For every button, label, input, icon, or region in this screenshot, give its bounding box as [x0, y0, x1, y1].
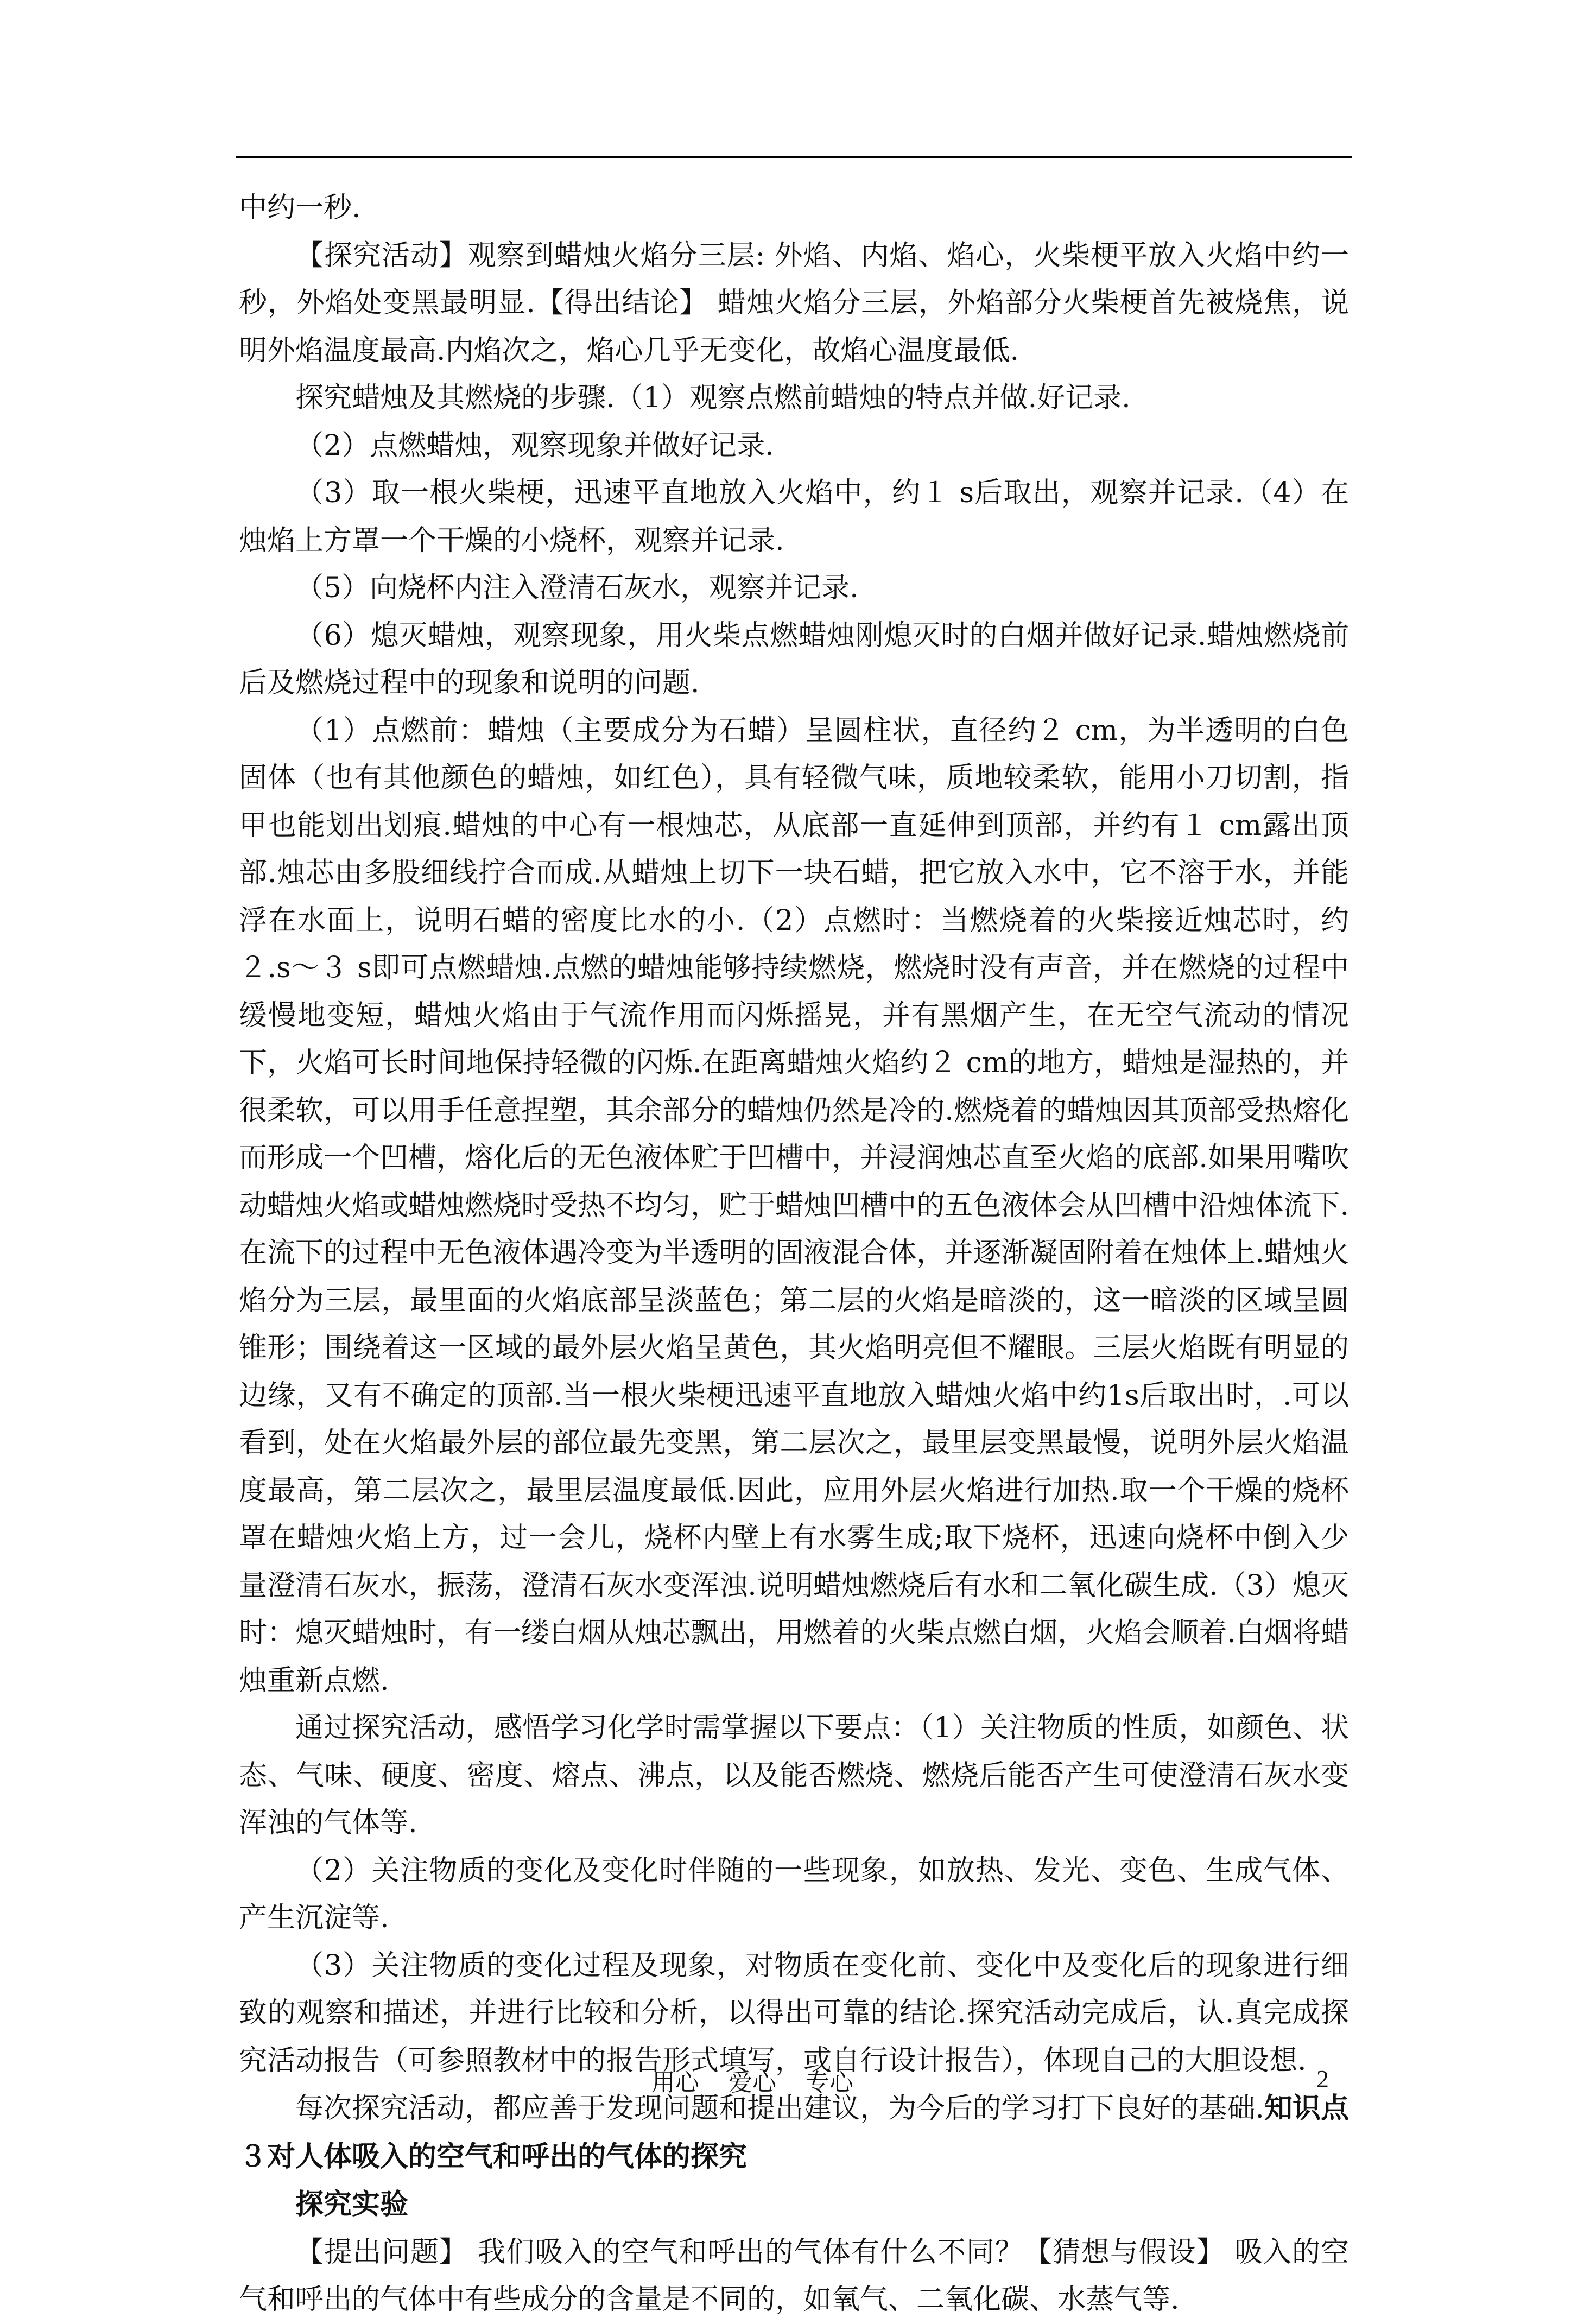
paragraph-inquiry-activity: 【探究活动】观察到蜡烛火焰分三层: 外焰、内焰、焰心，火柴梗平放入火焰中约一秒，外焰处变黑最明显.【得出结论】 蜡烛火焰分三层，外焰部分火柴梗首先被烧焦，说明外焰温度最高.内焰次之，焰心几乎无变化，故焰心温度最低. [239, 239, 1349, 367]
footer-motto: 用心 爱心 专心 [651, 2069, 853, 2097]
paragraph-continuation: 中约一秒. [239, 192, 361, 224]
paragraph-question: 【提出问题】 我们吸入的空气和呼出的气体有什么不同？【猜想与假设】 吸入的空气和呼出的气体中有些成分的含量是不同的，如氧气、二氧化碳、水蒸气等. [239, 2236, 1349, 2316]
knowledge-point-heading: 知识点３对人体吸入的空气和呼出的气体的探究 [239, 2092, 1349, 2173]
paragraph-key-point-3: （3）关注物质的变化过程及现象，对物质在变化前、变化中及变化后的现象进行细致的观察和描述，并进行比较和分析，以得出可靠的结论.探究活动完成后，认.真完成探究活动报告（可参照教材中的报告形式填写，或自行设计报告），体现自己的大胆设想. [239, 1949, 1349, 2077]
paragraph-step-6: （6）熄灭蜡烛，观察现象，用火柴点燃蜡烛刚熄灭时的白烟并做好记录.蜡烛燃烧前后及燃烧过程中的现象和说明的问题. [239, 619, 1349, 699]
paragraph-experiment-heading [239, 2181, 1349, 2229]
paragraph-step-5: （5）向烧杯内注入澄清石灰水，观察并记录. [295, 572, 859, 604]
paragraph-key-point-2: （2）关注物质的变化及变化时伴随的一些现象，如放热、发光、变色、生成气体、产生沉淀等. [239, 1854, 1349, 1934]
header-rule [236, 156, 1352, 158]
document-body [239, 185, 1349, 2324]
experiment-heading: 探究实验 [295, 2188, 409, 2221]
summary-text: 每次探究活动，都应善于发现问题和提出建议，为今后的学习打下良好的基础. [295, 2092, 1264, 2125]
paragraph-key-points: 通过探究活动，感悟学习化学时需掌握以下要点：（1）关注物质的性质，如颜色、状态、气味、硬度、密度、熔点、沸点，以及能否燃烧、燃烧后能否产生可使澄清石灰水变浑浊的气体等. [239, 1712, 1349, 1839]
paragraph-steps-intro: 探究蜡烛及其燃烧的步骤.（1）观察点燃前蜡烛的特点并做.好记录. [295, 382, 1131, 414]
paragraph-summary [239, 2085, 1349, 2181]
page-number: 2 [1316, 2065, 1329, 2093]
paragraph-observations: （1）点燃前：蜡烛（主要成分为石蜡）呈圆柱状，直径约２ cm，为半透明的白色固体（也有其他颜色的蜡烛，如红色），具有轻微气味，质地较柔软，能用小刀切割，指甲也能划出划痕.蜡烛的中心有一根烛芯，从底部一直延伸到顶部，并约有１ cm露出顶部.烛芯由多股细线拧合而成.从蜡烛上切下一块石蜡，把它放入水中，它不溶于水，并能浮在水面上，说明石蜡的密度比水的小.（2）点燃时：当燃烧着的火柴接近烛芯时，约２.s～３ s即可点燃蜡烛.点燃的蜡烛能够持续燃烧，燃烧时没有声音，并在燃烧的过程中缓慢地变短，蜡烛火焰由于气流作用而闪烁摇晃，并有黑烟产生，在无空气流动的情况下，火焰可长时间地保持轻微的闪烁.在距离蜡烛火焰约２ cm的地方，蜡烛是湿热的，并很柔软，可以用手任意捏塑，其余部分的蜡烛仍然是冷的.燃烧着的蜡烛因其顶部受热熔化而形成一个凹槽，熔化后的无色液体贮于凹槽中，并浸润烛芯直至火焰的底部.如果用嘴吹动蜡烛火焰或蜡烛燃烧时受热不均匀，贮于蜡烛凹槽中的五色液体会从凹槽中沿烛体流下.在流下的过程中无色液体遇冷变为半透明的固液混合体，并逐渐凝固附着在烛体上.蜡烛火焰分为三层，最里面的火焰底部呈淡蓝色；第二层的火焰是暗淡的，这一暗淡的区域呈圆锥形；围绕着这一区域的最外层火焰呈黄色，其火焰明亮但不耀眼。三层火焰既有明显的边缘，又有不确定的顶部.当一根火柴梗迅速平直地放入蜡烛火焰中约1s后取出时，.可以看到，处在火焰最外层的部位最先变黑，第二层次之，最里层变黑最慢，说明外层火焰温度最高，第二层次之，最里层温度最低.因此，应用外层火焰进行加热.取一个干燥的烧杯罩在蜡烛火焰上方，过一会儿，烧杯内壁上有水雾生成;取下烧杯，迅速向烧杯中倒入少量澄清石灰水，振荡，澄清石灰水变浑浊.说明蜡烛燃烧后有水和二氧化碳生成.（3）熄灭时：熄灭蜡烛时，有一缕白烟从烛芯飘出，用燃着的火柴点燃白烟，火焰会顺着.白烟将蜡烛重新点燃. [239, 714, 1349, 1697]
paragraph-step-3-4: （3）取一根火柴梗，迅速平直地放入火焰中，约１ s后取出，观察并记录.（4）在烛焰上方罩一个干燥的小烧杯，观察并记录. [239, 477, 1349, 557]
paragraph-step-2: （2）点燃蜡烛，观察现象并做好记录. [295, 429, 774, 462]
